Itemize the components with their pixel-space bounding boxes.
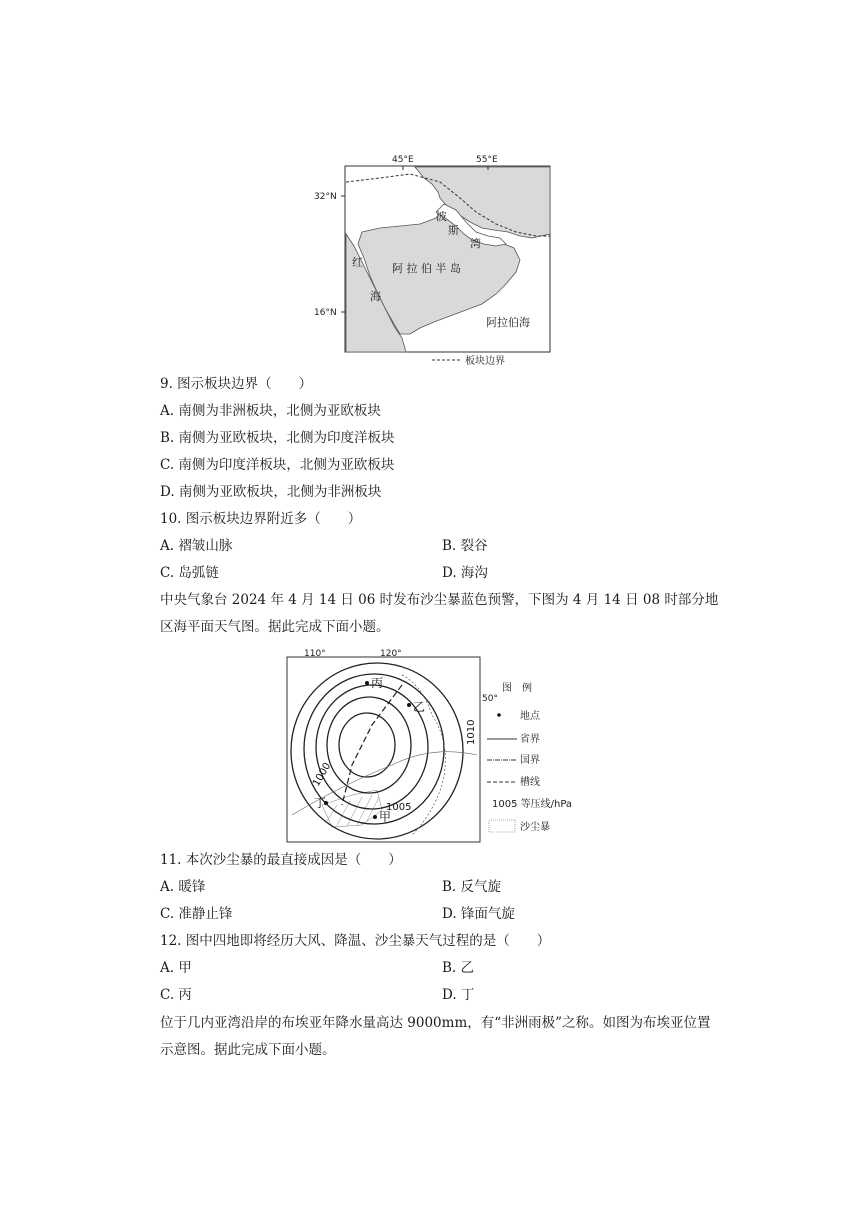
persian-gulf-label-1: 波 [436,210,447,223]
q9-option-d: D. 南侧为亚欧板块，北侧为非洲板块 [160,484,382,500]
persian-gulf-label-2: 斯 [448,224,459,237]
persian-gulf-label-3: 湾 [470,237,481,250]
legend-place: 地点 [520,711,540,722]
legend-trough: 槽线 [520,777,540,788]
q10-option-a: A. 褶皱山脉 [160,538,233,554]
q9-stem: 9. 图示板块边界（ ） [160,376,313,392]
q11-option-c: C. 准静止锋 [160,906,233,922]
place-bing: 丙 [371,676,384,690]
place-jia: 甲 [379,810,392,824]
q11-option-d: D. 锋面气旋 [442,906,515,922]
lon-label-45: 45°E [392,155,414,165]
legend-dust-storm: 沙尘暴 [520,822,550,833]
legend-province-border: 省界 [520,734,540,745]
q12-stem: 12. 图中四地即将经历大风、降温、沙尘暴天气过程的是（ ） [160,933,551,949]
intro-paragraph-3: 位于几内亚湾沿岸的布埃亚年降水量高达 9000mm，有“非洲雨极”之称。如图为布埃亚位置示意图。据此完成下面小题。 [160,1015,711,1058]
red-sea-label-2: 海 [370,290,381,303]
q10-option-d: D. 海沟 [442,565,488,581]
plate-boundary-legend-label: 板块边界 [465,356,505,367]
isobar-1010-label: 1010 [466,719,477,745]
q11-option-a: A. 暖锋 [160,879,206,895]
lat-label-16: 16°N [314,308,337,318]
q11-option-b: B. 反气旋 [442,879,502,895]
q11-stem: 11. 本次沙尘暴的最直接成因是（ ） [160,852,402,868]
q12-option-b: B. 乙 [442,960,475,976]
arabian-peninsula-label: 阿 拉 伯 半 岛 [392,262,461,275]
weather-map [282,645,592,845]
lon-label-120: 120° [380,649,402,659]
lon-label-55: 55°E [476,155,498,165]
lat-label-50: 50° [482,694,498,704]
legend-country-border: 国界 [520,755,540,766]
legend-title: 图 例 [502,683,532,694]
q12-option-d: D. 丁 [442,987,475,1003]
lon-label-110: 110° [304,649,326,659]
place-yi: 乙 [413,700,426,714]
red-sea-label-1: 红 [352,256,363,269]
intro-paragraph-2: 中央气象台 2024 年 4 月 14 日 06 时发布沙尘暴蓝色预警，下图为 4 月 14 日 08 时部分地区海平面天气图。据此完成下面小题。 [160,592,719,635]
arabian-plate-map [300,148,570,370]
q10-stem: 10. 图示板块边界附近多（ ） [160,511,362,527]
q12-option-a: A. 甲 [160,960,192,976]
q9-option-b: B. 南侧为亚欧板块，北侧为印度洋板块 [160,430,395,446]
lat-label-32: 32°N [314,192,337,202]
q10-option-c: C. 岛弧链 [160,565,219,581]
q9-option-c: C. 南侧为印度洋板块，北侧为亚欧板块 [160,457,395,473]
q9-option-a: A. 南侧为非洲板块，北侧为亚欧板块 [160,403,381,419]
arabian-sea-label: 阿拉伯海 [486,316,530,329]
q12-option-c: C. 丙 [160,987,192,1003]
q10-option-b: B. 裂谷 [442,538,488,554]
place-ding: 丁 [314,796,327,810]
legend-isobar: 1005 等压线/hPa [492,799,573,810]
isobar-1005-label: 1005 [386,802,412,813]
isobar-1000-label: 1000 [311,760,334,789]
